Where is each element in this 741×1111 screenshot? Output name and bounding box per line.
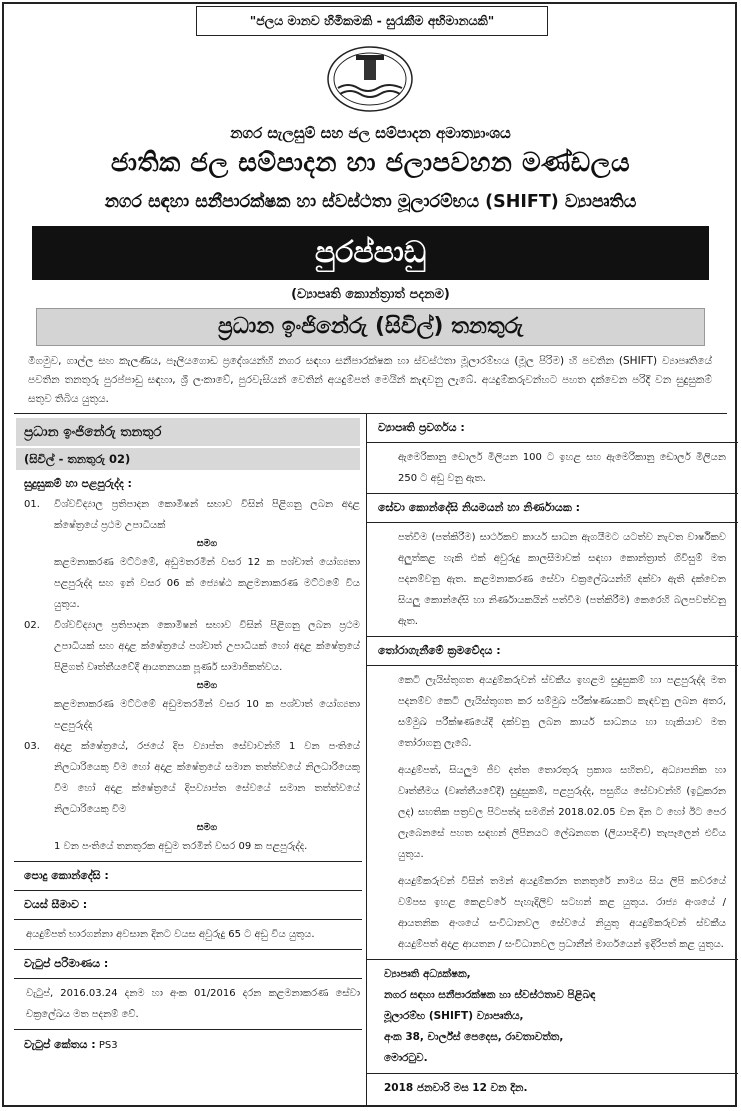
board-name: ජාතික ජල සම්පාදන හා ජලාපවහන මණ්ඩලය	[110, 148, 631, 178]
qualification-item	[16, 736, 360, 857]
salary-scale-title: වැටුප් පරිමාණය :	[24, 957, 109, 970]
service-conditions-text: පත්වීම (පත්කිරීම) සාර්ථකව කාර්ය සාධන ඇගයීමට යටත්ව නැවත වාර්ෂිකව අලුත්කළ හැකි එක් අවුරුදු කාලසීමාවක් සඳහා කොන්ත්‍රාත් ගිවිසුම් මත පදනම්වනු ඇත. කළමනාකරණ සේවා චක්‍රලේඛයන්හි දක්වා ඇති දක්වෙන සියලු කොන්දේසි හා නිර්ණායකයින් පත්වීම (පත්කිරීම) කෙරෙහි බලපවත්වනු ඇත.	[398, 532, 726, 627]
address-line: අංක 38, චාර්ල්ස් පෙදෙස, රාවතාවත්ත,	[384, 1031, 564, 1043]
project-category-title: ව්‍යාපෘති ප්‍රවර්ගය :	[378, 421, 465, 434]
item-conjunction: සමග	[196, 538, 218, 549]
qualifications-title: සුදුසුකම් හා පළපුරුද්ද :	[24, 477, 132, 490]
selection-method-title: තෝරාගැනීමේ ක්‍රමවේදය :	[378, 644, 501, 657]
general-conditions-title: පොදු කොන්දේසි :	[24, 869, 109, 882]
section-divider	[14, 949, 362, 950]
age-limit-text: අයදුම්පත් භාරගන්නා අවසාන දිනට වයස අවුරුදු 65 ට අඩු විය යුතුය.	[26, 929, 315, 940]
envelope-instructions: අයදුම්කරුවන් විසින් තමන් අයදුම්කරන තනතුරේ නාමය සිය ලිපි කවරයේ වම්පස ඉහළ කෙළවරේ පැහැදිලිව සටහන් කළ යුතුය. රාජ්‍ය අංශයේ / ආයතනික අංශයේ සංවිධානවල සේවයේ නියුතු අයදුම්කරුවන් ස්වකීය අයදුම්පත් අදාළ ආයතන / සංවිධානවල ප්‍රධානීන් මාර්ගයෙන් ඉදිරිපත් කළ යුතුය.	[398, 876, 726, 950]
service-conditions-title: සේවා කොන්දේසි නියමයන් හා නිර්ණායක :	[378, 501, 580, 514]
qualification-item	[16, 494, 360, 615]
horizontal-divider	[14, 413, 727, 414]
salary-code-row	[16, 1034, 360, 1056]
position-title: ප්‍රධාන ඉංජිනේරු (සිවිල්) තනතුරු	[36, 308, 705, 346]
salary-code-value: PS3	[98, 1040, 118, 1051]
vacancies-banner: පුරප්පාඩු	[32, 226, 709, 280]
section-divider	[366, 493, 738, 494]
left-column	[16, 418, 360, 1056]
section-divider	[366, 959, 738, 960]
item-text-2: 1 වන පංතියේ තනතුරක අඩුම තරමින් වසර 09 ක පළපුරුද්ද.	[54, 841, 308, 852]
application-instructions: අයදුම්පත්, සියලුම ජීව දත්ත තොරතුරු ප්‍රකාශ සහිතව, අධ්‍යාපනික හා වෘත්තීමය (වෘත්තීයවේදී) සුදුසුකම්, පළපුරුද්ද, පසුගිය සේවාවන්හි (ඉටුකරන ලද) සහතික පත්‍රවල පිටපත්ද සමගින් 2018.02.05 වන දින ට හෝ ඊට පෙර ලැබෙනසේ පහත සඳහන් ලිපිනයට ලේඛනගත (ලියාපදිංචි) තැපෑලෙන් එවිය යුතුය.	[398, 765, 726, 860]
item-conjunction: සමග	[196, 680, 218, 691]
section-divider	[14, 861, 362, 862]
board-emblem-icon	[326, 44, 414, 114]
address-line: මොරටුව.	[384, 1052, 428, 1064]
selection-method-text: කෙටි ලැයිස්තුගත අයදුම්කරුවන් ස්වකීය ඉහළම සුදුසුකම් හා පළපුරුද්ද මත පදනම්ව කෙටි ලැයිස්තුගත කර සම්මුඛ පරීක්ෂණයකට කැඳවනු ලබන අතර, සම්මුඛ පරීක්ෂණයේදී දක්වනු ලබන කාර්ය සාධනය හා හැකියාව මත තෝරාගනු ලැබේ.	[398, 675, 726, 749]
salary-code-label: වැටුප් කේතය :	[24, 1038, 96, 1051]
item-text: විශ්වවිද්‍යාල ප්‍රතිපාදන කොමිෂන් සභාව විසින් පිළිගනු ලබන ප්‍රථම උපාධියක් සහ අදාළ ක්ෂේත්‍රයේ පශ්චාත් උපාධියක් හෝ අදාළ ක්ෂේත්‍රයේ පිළිගත් වෘත්තීයවේදී ආයතනයක පූර්ණ සාමාජිකත්වය.	[54, 620, 360, 673]
column-divider	[366, 413, 367, 1105]
section-divider	[366, 1073, 738, 1074]
section-divider	[14, 890, 362, 891]
section-divider	[14, 1029, 362, 1030]
project-name: නගර සඳහා සනීපාරක්ෂක හා ස්වස්ථතා මූලාරම්භය (SHIFT) ව්‍යාපෘතිය	[104, 192, 637, 212]
address-line: නගර සඳහා සනීපාරක්ෂක හා ස්වස්ථතාව පිළිබඳ	[384, 989, 596, 1001]
item-text-2: කළමනාකරණ මට්ටමේ අඩුමතරමින් වසර 10 ක පශ්චාත් යෝග්‍යතා පළපුරුද්ද	[54, 699, 360, 731]
item-text: විශ්වවිද්‍යාල ප්‍රතිපාදන කොමිෂන් සභාව විසින් පිළිගනු ලබන අදාළ ක්ෂේත්‍රයේ ප්‍රථම උපාධියක්	[54, 499, 360, 531]
right-column	[378, 418, 726, 1099]
section-divider	[14, 978, 362, 979]
postal-address	[378, 964, 726, 1069]
motto: "ජලය මානව හිමිකමකි - සුරැකීම අභිමානයකි"	[196, 6, 548, 36]
item-text-2: කළමනාකරණ මට්ටමේ, අඩුමතරමින් වසර 12 ක පශ්චාත් යෝග්‍යතා පළපුරුද්ද සහ ඉන් වසර 06 ක් ජ්‍යෙෂ්ඨ කළමනාකරණ මට්ටමේ විය යුතුය.	[54, 557, 360, 610]
post-title: ප්‍රධාන ඉංජිනේරු තනතුර	[16, 418, 360, 446]
item-number: 01.	[24, 499, 40, 510]
address-line: ව්‍යාපෘති අධ්‍යක්ෂක,	[384, 968, 471, 980]
project-category-text: ඇමෙරිකානු ඩොලර් මිලියන 100 ට ඉහළ සහ ඇමෙරිකානු ඩොලර් මිලියන 250 ට අඩු වනු ඇත.	[398, 452, 726, 484]
item-number: 02.	[24, 620, 40, 631]
item-conjunction: සමග	[196, 822, 218, 833]
qualification-item	[16, 615, 360, 736]
ministry-name: නගර සැලසුම් සහ ජල සම්පාදන අමාත්‍යාංශය	[230, 124, 511, 142]
section-divider	[366, 442, 738, 443]
post-subtitle: (සිවිල් - තනතුරු 02)	[16, 448, 360, 470]
section-divider	[366, 665, 738, 666]
section-divider	[366, 636, 738, 637]
section-divider	[366, 522, 738, 523]
salary-scale-text: වැටුප්, 2016.03.24 දනම හා අංක 01/2016 දරන කළමනාකරණ සේවා චක්‍රලේඛය මත පදනම් වේ.	[26, 988, 360, 1020]
item-text: අදාළ ක්ෂේත්‍රයේ, රජයේ දිප ව්‍යාප්ත සේවාවන්හි 1 වන පංතියේ නිලධාරියෙකු විම හෝ අදාළ ක්ෂේත්‍රයේ සමාන තත්ත්වයේ නිලධාරියෙකු විම හෝ අදාළ ක්ෂේත්‍රයේ දිපව්‍යාප්ත සේවයේ සමාන තත්ත්වයේ නිලධාරියෙකු විම	[54, 741, 360, 815]
item-number: 03.	[24, 741, 40, 752]
intro-paragraph: මීගමුව, ගාල්ල සහ කැලණිය, පෑලියගොඩ ප්‍රදේශයන්හි නගර සඳහා සනීපාරක්ෂක හා ස්වස්ථතා මූලාරම්භය (මූල පිරිම) හි පවතින (SHIFT) ව්‍යාපෘතියේ පවතින තනතුරු පුරප්පාඩු සඳහා, ශ්‍රී ලංකාවේ, පුරවැසියන් වෙතින් අයදුම්පත් මෙයින් කැඳවනු ලැබේ. අයදුම්කරුවන්හට පහත දක්වෙන පරිදි වන සුදුසුකම් සතුව තිබිය යුතුය.	[28, 355, 712, 405]
address-line: මූලාරම්භ (SHIFT) ව්‍යාපෘතිය,	[384, 1010, 524, 1022]
contract-basis-note: (ව්‍යාපෘති කොන්ත්‍රාත් පදනම)	[291, 287, 450, 302]
section-divider	[14, 919, 362, 920]
notice-date: 2018 ජනවාරි මස 12 වන දින.	[384, 1082, 528, 1094]
age-limit-title: වයස් සීමාව :	[24, 898, 88, 911]
